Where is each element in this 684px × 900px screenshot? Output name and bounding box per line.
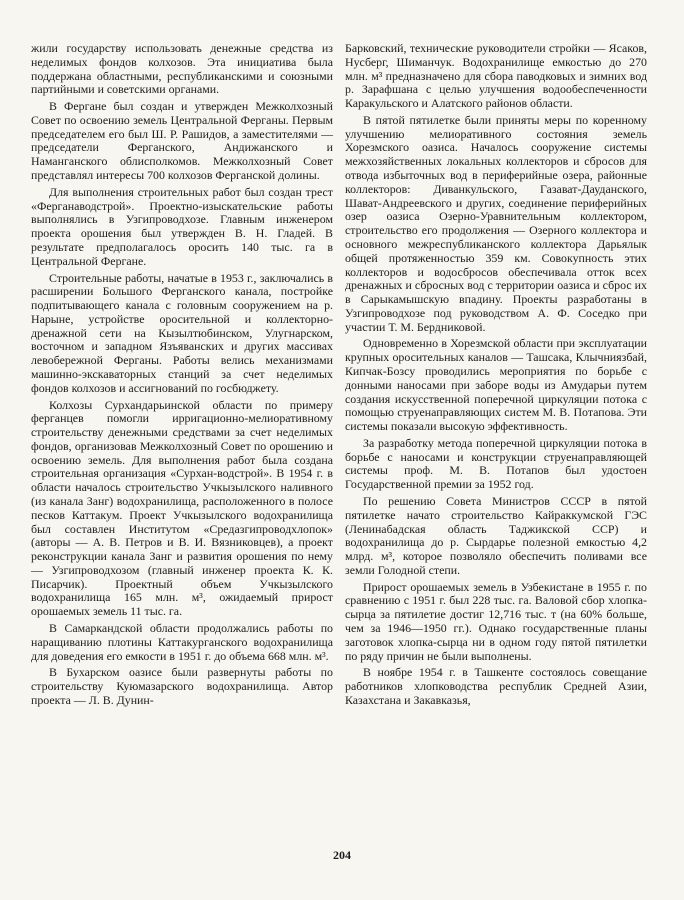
paragraph: В Самаркандской области продолжались работы по наращиванию плотины Каттакурганского водохранилища для доведения его емкости в 1951 г. до объема 668 млн. м³. <box>31 621 333 663</box>
page-number: 204 <box>333 848 351 862</box>
paragraph: Барковский, технические руководители стройки — Ясаков, Нусберг, Шиманчук. Водохранилище емкостью до 270 млн. м³ предназначено для сбора паводковых и зимних вод р. Зарафшана с целью улучшения водообеспеченности Каракульского и Алатского районов области. <box>345 41 647 111</box>
paragraph: В ноябре 1954 г. в Ташкенте состоялось совещание работников хлопководства республик Средней Азии, Казахстана и Закавказья, <box>345 665 647 707</box>
paragraph: В пятой пятилетке были приняты меры по коренному улучшению мелиоративного состояния земель Хорезмского оазиса. Началось сооружение системы межхозяйственных локальных коллекторов и сбросов для отвода избыточных вод в периферийные озера, районные коллекторов: Диванкульского, Газават-Дауданского, Шават-Андреевского и других, соединение периферийных озер оазиса Озерно-Уравнительным коллектором, строительство его продолжения — Озерного коллектора и основного межреспубликанского коллектора Дарьялык общей протяженностью 359 км. Совокупность этих коллекторов и водосбросов обеспечивала отток всех дренажных и сбросных вод с территории оазиса и сброс их в Сарыкамышскую впадину. Проекты разработаны в Узгипроводхозе под руководством А. Ф. Соседко при участии Т. М. Бердниковой. <box>345 112 647 334</box>
paragraph: Одновременно в Хорезмской области при эксплуатации крупных оросительных каналов — Ташсака, Клычниязбай, Кипчак-Бозсу проводились мероприятия по борьбе с донными наносами при заборе воды из Амударьи путем создания искусственной поперечной циркуляции потока с помощью струенаправляющих систем М. В. Потапова. Эти системы показали высокую эффективность. <box>345 336 647 434</box>
paragraph: В Бухарском оазисе были развернуты работы по строительству Куюмазарского водохранилища. Автор проекта — Л. В. Дунин- <box>31 665 333 707</box>
paragraph: Для выполнения строительных работ был создан трест «Ферганаводстрой». Проектно-изыскательские работы выполнялись в Узгипроводхозе. Главным инженером проекта орошения был утвержден В. Н. Гладей. В результате предполагалось оросить 140 тыс. га в Центральной Фергане. <box>31 184 333 268</box>
paragraph: Прирост орошаемых земель в Узбекистане в 1955 г. по сравнению с 1951 г. был 228 тыс. га. Валовой сбор хлопка-сырца за пятилетие достиг 12,716 тыс. т (на 60% больше, чем за 1946—1950 гг.). Однако государственные планы заготовок хлопка-сырца ни в одном году пятой пятилетки по ряду причин не были выполнены. <box>345 579 647 663</box>
right-column <box>345 42 647 708</box>
paragraph: За разработку метода поперечной циркуляции потока в борьбе с наносами и конструкции струенаправляющей системы проф. М. В. Потапов был удостоен Государственной премии за 1952 год. <box>345 435 647 492</box>
paragraph: жили государству использовать денежные средства из неделимых фондов колхозов. Эта инициатива была поддержана областными, республиканскими и союзными партийными и советскими органами. <box>31 41 333 97</box>
paragraph: По решению Совета Министров СССР в пятой пятилетке начато строительство Кайраккумской ГЭС (Ленинабадская область Таджикской ССР) и водохранилища до р. Сырдарье полезной емкостью 4,2 млрд. м³, которое позволяло обеспечить поливами все земли Голодной степи. <box>345 494 647 577</box>
paragraph: Строительные работы, начатые в 1953 г., заключались в расширении Большого Ферганского канала, постройке подпитывающего канала с головным сооружением на р. Нарыне, устройстве оросительной и коллекторно-дренажной сети на Кызылтюбинском, Улугнарском, восточном и западном Язъяванских и других массивах левобережной Ферганы. Работы велись механизмами машинно-экскаваторных станций за счет неделимых фондов колхозов и ассигнований по госбюджету. <box>31 270 333 395</box>
paragraph: В Фергане был создан и утвержден Межколхозный Совет по освоению земель Центральной Ферганы. Первым председателем его был Ш. Р. Рашидов, а заместителями — председатели Ферганского, Андижанского и Наманганского облисполкомов. Межколхозный Совет представлял интересы 700 колхозов Ферганской долины. <box>31 99 333 183</box>
paragraph: Колхозы Сурхандарьинской области по примеру ферганцев помогли ирригационно-мелиоративному строительству денежными средствами за счет неделимых фондов, организовав Межколхозный Совет по орошению и освоению земель. Для выполнения работ была создана строительная организация «Сурхан-водстрой». В 1954 г. в области началось строительство Учкызылского наливного (из канала Занг) водохранилища, расположенного в полосе песков Каттакум. Проект Учкызылского водохранилища был составлен Институтом «Средазгипроводхлопок» (авторы — А. В. Петров и В. И. Вязниковцев), а проект реконструкции канала Занг и развития орошения по нему — Узгипроводхозом (главный инженер проекта К. К. Писарчик). Проектный объем Учкызылского водохранилища 165 млн. м³, ожидаемый прирост орошаемых земель 11 тыс. га. <box>31 397 333 619</box>
left-column <box>31 42 333 708</box>
